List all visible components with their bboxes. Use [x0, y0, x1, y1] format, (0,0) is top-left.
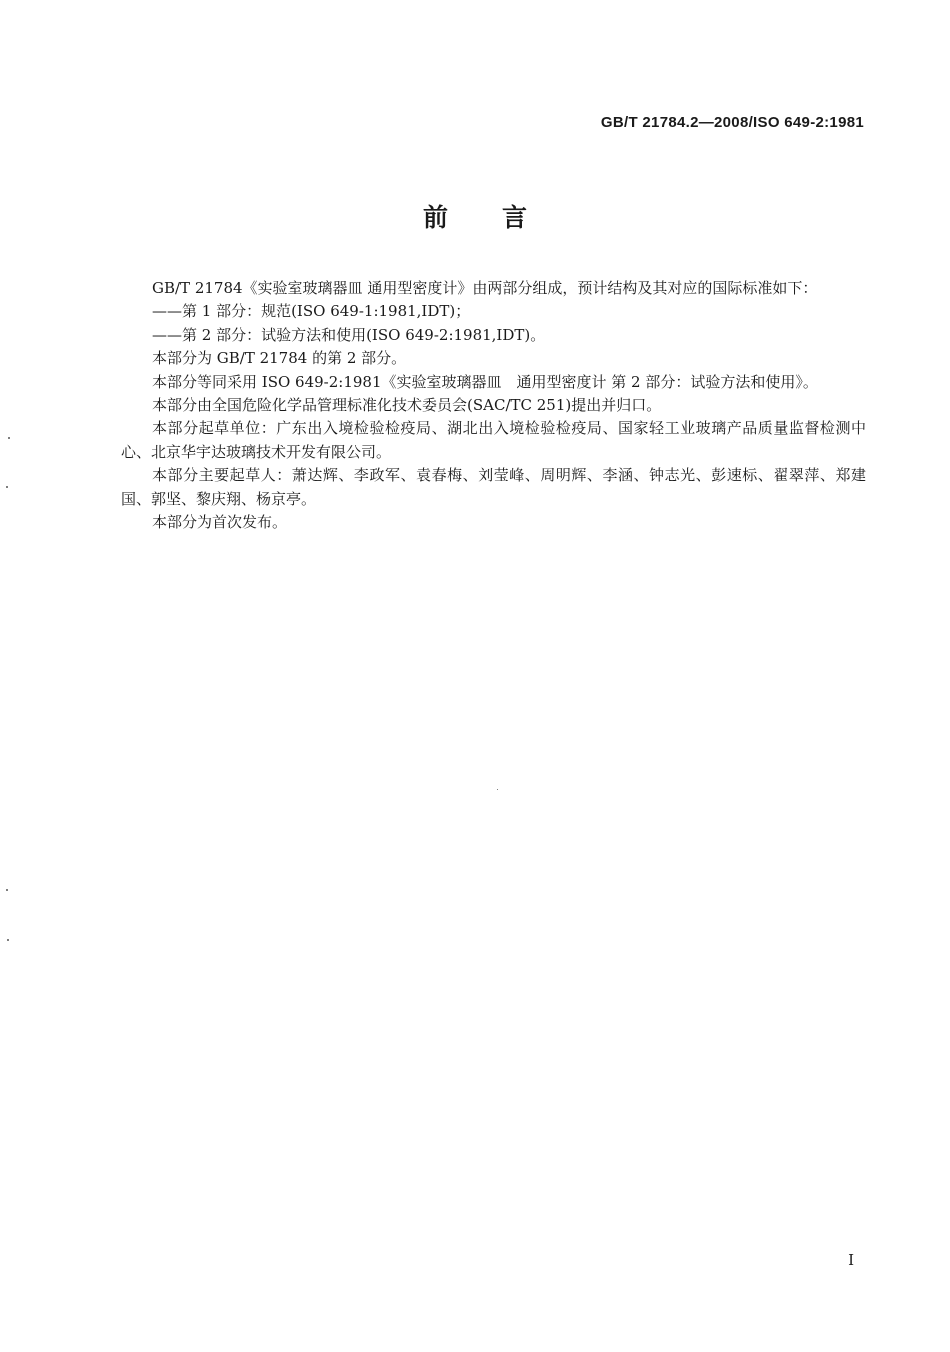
standard-code: GB/T 21784.2—2008/ISO 649-2:1981: [600, 114, 864, 131]
paragraph: 本部分主要起草人：萧达辉、李政军、袁春梅、刘莹峰、周明辉、李涵、钟志光、彭速标、翟翠萍、郑建国、郭坚、黎庆翔、杨京亭。: [121, 466, 866, 508]
page-number: I: [848, 1251, 854, 1269]
paragraph: 本部分由全国危险化学品管理标准化技术委员会(SAC/TC 251)提出并归口。: [152, 396, 662, 415]
scan-speck: [497, 789, 498, 790]
paragraph: 本部分为首次发布。: [152, 513, 288, 532]
scan-speck: [6, 889, 8, 891]
paragraph: 本部分等同采用 ISO 649-2:1981《实验室玻璃器皿 通用型密度计 第 2 部分：试验方法和使用》。: [152, 372, 818, 391]
paragraph: ——第 1 部分：规范(ISO 649-1:1981,IDT)；: [152, 302, 471, 321]
paragraph: 本部分起草单位：广东出入境检验检疫局、湖北出入境检验检疫局、国家轻工业玻璃产品质量监督检测中心、北京华宇达玻璃技术开发有限公司。: [121, 419, 866, 461]
paragraph: GB/T 21784《实验室玻璃器皿 通用型密度计》由两部分组成，预计结构及其对应的国际标准如下：: [152, 279, 818, 297]
document-body: [121, 277, 866, 534]
scan-speck: [6, 486, 8, 488]
paragraph: 本部分为 GB/T 21784 的第 2 部分。: [152, 349, 407, 368]
page-title: 前言: [422, 203, 581, 232]
scan-speck: [7, 939, 9, 941]
scan-speck: [8, 437, 10, 439]
paragraph: ——第 2 部分：试验方法和使用(ISO 649-2:1981,IDT)。: [152, 325, 546, 344]
